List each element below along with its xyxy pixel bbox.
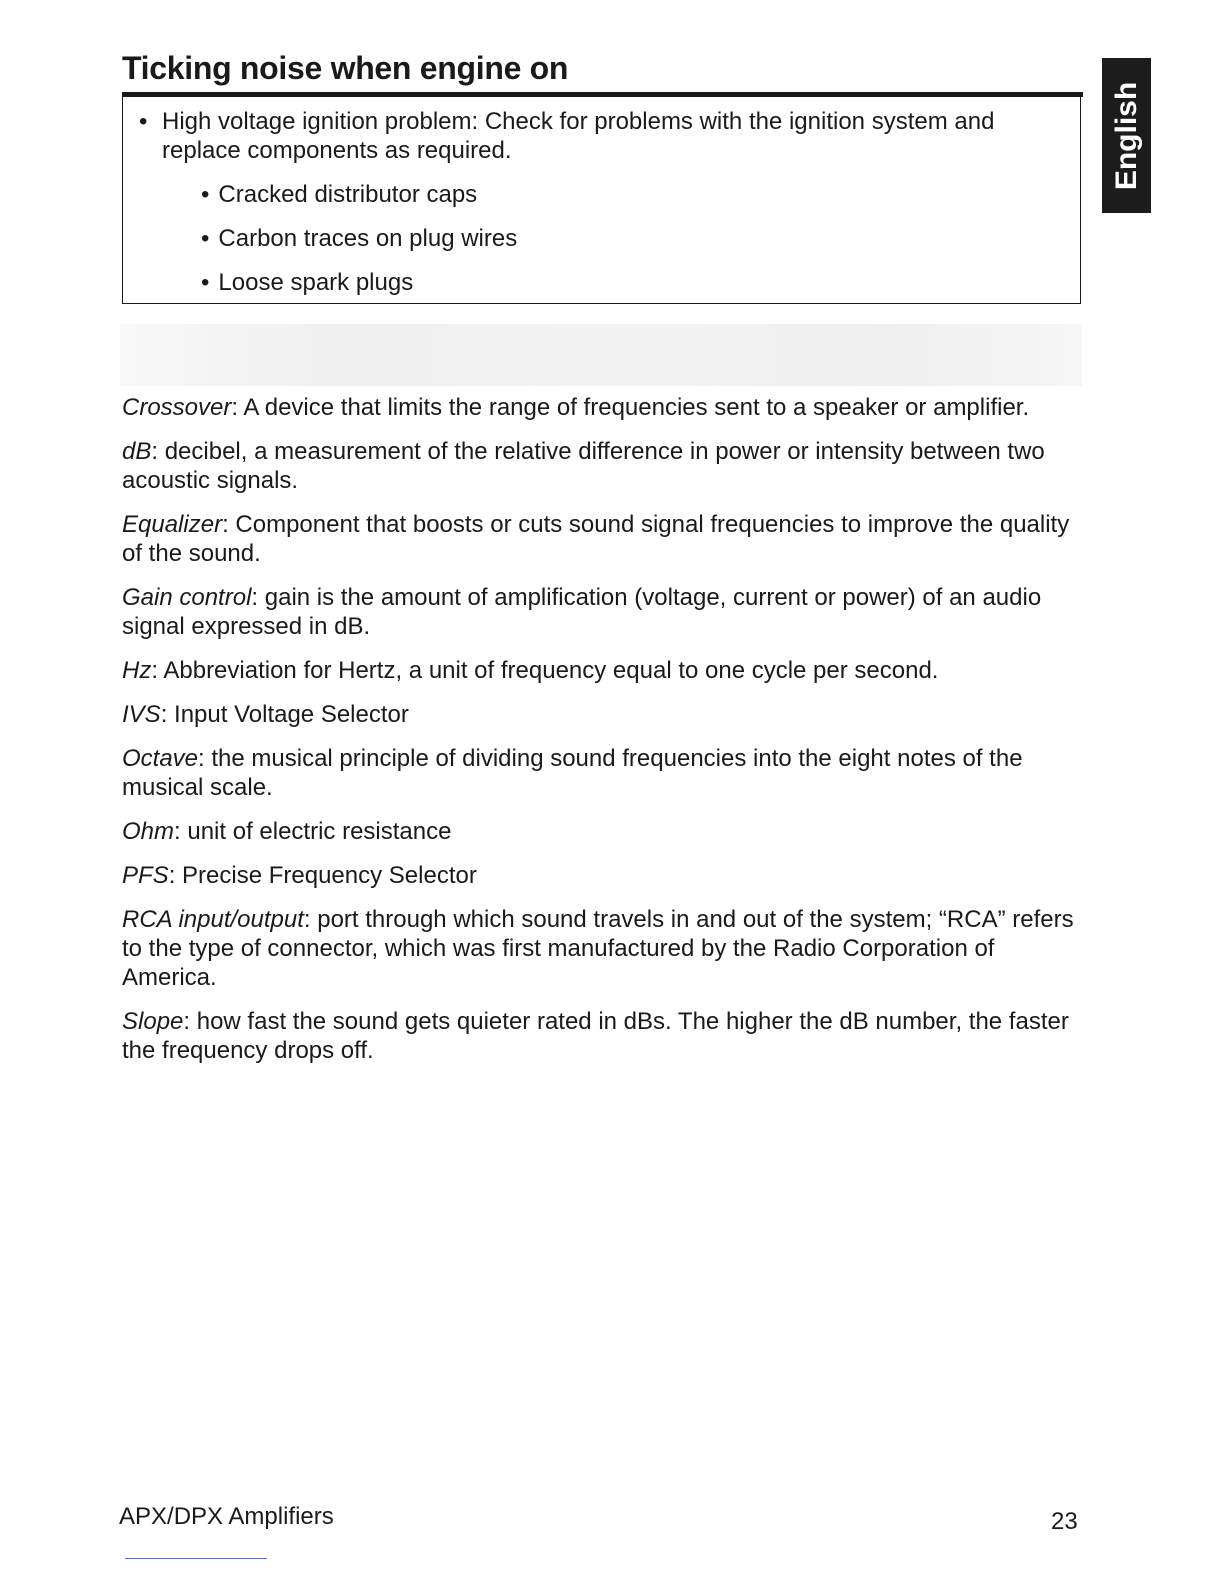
bullet-glyph: • xyxy=(201,225,210,252)
glossary-definition: A device that limits the range of frequencies sent to a speaker or amplifier. xyxy=(238,394,1030,421)
glossary-sep: : xyxy=(174,818,181,845)
glossary-definition: Input Voltage Selector xyxy=(167,701,409,728)
glossary-term: Octave xyxy=(122,745,199,772)
glossary-term: dB xyxy=(122,438,152,465)
glossary-term: RCA input/output xyxy=(122,906,304,933)
sub-bullet xyxy=(201,180,477,209)
footer-underline xyxy=(125,1558,267,1559)
glossary-entry xyxy=(122,817,1084,846)
language-tab-label: English xyxy=(1109,81,1143,190)
glossary-term: IVS xyxy=(122,701,161,728)
glossary-definition: decibel, a measurement of the relative difference in power or intensity between two acoustic signals. xyxy=(122,438,1045,494)
sub-bullet-text: Cracked distributor caps xyxy=(218,181,478,208)
faded-heading-band xyxy=(120,324,1082,386)
main-bullet-text: High voltage ignition problem: Check for problems with the ignition system and replace components as required. xyxy=(162,108,995,164)
glossary-entry xyxy=(122,510,1084,568)
glossary-definition: the musical principle of dividing sound frequencies into the eight notes of the musical scale. xyxy=(122,745,1023,801)
glossary-definition: gain is the amount of amplification (voltage, current or power) of an audio signal expressed in dB. xyxy=(122,584,1042,640)
page-number: 23 xyxy=(1051,1508,1078,1535)
glossary-definition: how fast the sound gets quieter rated in dBs. The higher the dB number, the faster the frequency drops off. xyxy=(122,1008,1069,1064)
glossary-sep: : xyxy=(222,511,229,538)
language-tab xyxy=(1102,58,1151,213)
glossary-sep: : xyxy=(168,862,176,889)
glossary-entry xyxy=(122,905,1084,992)
sub-bullet xyxy=(201,268,413,297)
glossary-sep: : xyxy=(183,1008,191,1035)
glossary-sep: : xyxy=(151,657,159,684)
glossary-entry xyxy=(122,583,1084,641)
glossary-term: Hz xyxy=(122,657,152,684)
glossary xyxy=(122,393,1084,1080)
glossary-definition: Abbreviation for Hertz, a unit of frequency equal to one cycle per second. xyxy=(158,657,939,684)
glossary-sep: : xyxy=(160,701,168,728)
sub-bullet xyxy=(201,224,517,253)
bullet-glyph: • xyxy=(201,269,210,296)
glossary-sep: : xyxy=(303,906,311,933)
bullet-glyph: • xyxy=(201,181,210,208)
main-bullet xyxy=(139,107,1049,165)
glossary-sep: : xyxy=(198,745,205,772)
section-title: Ticking noise when engine on xyxy=(122,50,569,86)
glossary-definition: unit of electric resistance xyxy=(180,818,452,845)
glossary-entry xyxy=(122,656,1084,685)
glossary-term: Slope xyxy=(122,1008,184,1035)
glossary-term: Crossover xyxy=(122,394,232,421)
glossary-term: Ohm xyxy=(122,818,175,845)
glossary-definition: Component that boosts or cuts sound signal frequencies to improve the quality of the sound. xyxy=(122,511,1070,567)
glossary-entry xyxy=(122,744,1084,802)
glossary-term: PFS xyxy=(122,862,169,889)
glossary-term: Gain control xyxy=(122,584,252,611)
glossary-entry xyxy=(122,437,1084,495)
glossary-sep: : xyxy=(151,438,159,465)
glossary-term: Equalizer xyxy=(122,511,223,538)
glossary-entry xyxy=(122,700,1084,729)
glossary-sep: : xyxy=(251,584,259,611)
glossary-entry xyxy=(122,861,1084,890)
footer-product-name: APX/DPX Amplifiers xyxy=(119,1503,334,1530)
glossary-entry xyxy=(122,1007,1084,1065)
bullet-glyph: • xyxy=(139,108,148,135)
sub-bullet-text: Carbon traces on plug wires xyxy=(218,225,518,252)
glossary-definition: Precise Frequency Selector xyxy=(175,862,477,889)
glossary-sep: : xyxy=(231,394,239,421)
glossary-entry xyxy=(122,393,1084,422)
sub-bullet-text: Loose spark plugs xyxy=(218,269,414,296)
glossary-definition: port through which sound travels in and out of the system; “RCA” refers to the type of connector, which was first manufactured by the Radio Corporation of America. xyxy=(122,906,1074,991)
troubleshooting-box xyxy=(122,97,1081,304)
